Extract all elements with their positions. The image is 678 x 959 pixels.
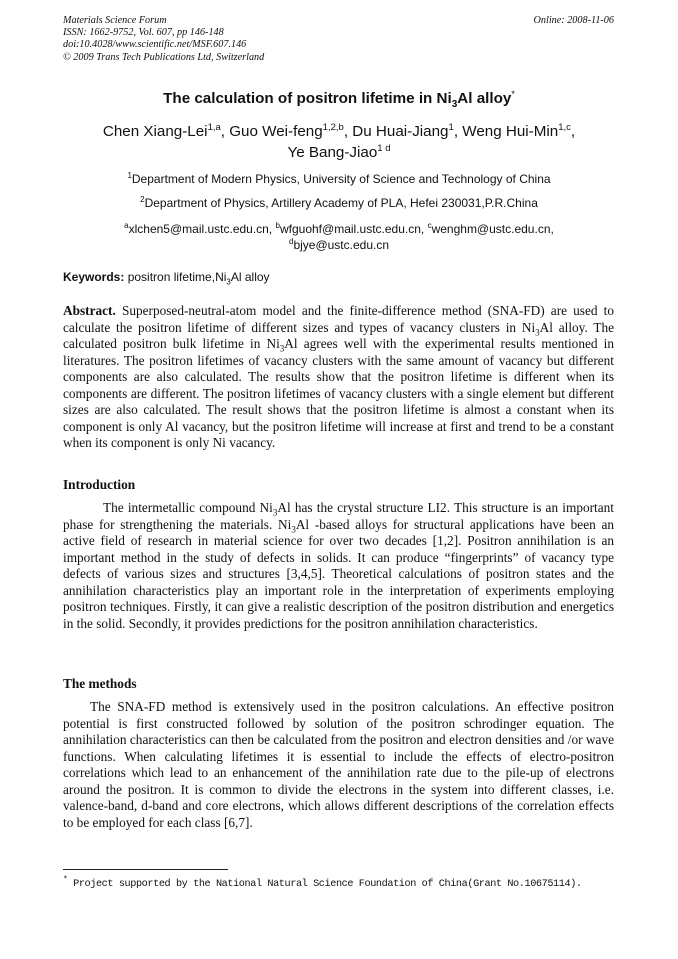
footnote [63, 875, 582, 892]
author [229, 123, 352, 140]
author-affil-mark: 1,2,b [322, 121, 344, 133]
affiliation-mark: 1 [127, 171, 132, 180]
email-mark: d [288, 237, 294, 246]
abstract-text: Al agrees well with the experimental results mentioned in literatures. The positron lifetimes of vacancy clusters with the same amount of vacancy but different components are also calculated. The results show that the positron lifetime is different when its components are different. The positron lifetimes of vacancy clusters with a single element but different sizes are also calculated. The result shows that the positron lifetime is almost a constant when its component is only Al vacancy, but the positron lifetime will increase at first and trend to be a constant when its component is only Ni vacancy. [63, 336, 615, 450]
author-name: Weng Hui-Min [462, 123, 559, 140]
keywords-subscript: 3 [226, 277, 231, 287]
title-text: The calculation of positron lifetime in Ni [163, 90, 452, 107]
abstract [63, 303, 614, 452]
subscript: 3 [279, 343, 285, 354]
email-mark: a [124, 221, 129, 230]
author-list [40, 121, 638, 163]
paper-title [0, 89, 678, 109]
title-subscript: 3 [451, 99, 458, 111]
affiliation [0, 172, 678, 187]
section-heading-methods: The methods [63, 676, 137, 691]
section-heading-introduction: Introduction [63, 477, 136, 492]
title-text-end: Al alloy [457, 90, 512, 107]
keywords-text-end: Al alloy [230, 270, 270, 284]
introduction-paragraph [63, 500, 614, 632]
abstract-label: Abstract. [63, 303, 116, 318]
author-separator: , [220, 123, 230, 140]
keywords-text: positron lifetime,Ni [124, 270, 227, 284]
affiliation-mark: 2 [140, 195, 145, 204]
journal-name: Materials Science Forum [63, 15, 167, 26]
author-affil-mark: 1 d [377, 142, 391, 154]
journal-header [63, 15, 264, 64]
subscript: 3 [291, 524, 296, 535]
affiliation-text: Department of Physics, Artillery Academy of PLA, Hefei 230031,P.R.China [144, 196, 538, 210]
affiliation-text: Department of Modern Physics, University of Science and Technology of China [131, 172, 551, 186]
author-affil-mark: 1,c [558, 121, 571, 133]
footnote-divider [63, 869, 228, 870]
online-date: Online: 2008-11-06 [533, 15, 614, 26]
affiliation [0, 196, 678, 211]
author [462, 123, 575, 140]
methods-paragraph: The SNA-FD method is extensively used in the positron calculations. An effective positron potential is first constructed followed by solution of the positron schrodinger equation. The annihilation characteristics can then be calculated from the positron and electron densities and /or wave functions. When calculating lifetimes it is essential to include the effects of electro-positron correlations which lead to an enhancement of the annihilation rate due to the pile-up of electrons around the positron. It is common to divide the electrons in the system into different classes, i.e. valence-band, d-band and core electrons, which allows different descriptions of the correlation effects to be employed for each class [6,7]. [63, 699, 614, 830]
copyright-line: © 2009 Trans Tech Publications Ltd, Switzerland [63, 51, 265, 63]
abstract-text: Superposed-neutral-atom model and the finite-difference method (SNA-FD) are used to calculate the positron lifetime of different sizes and types of vacancy clusters in Ni [63, 303, 614, 335]
email-line [0, 222, 678, 237]
paragraph-text: The intermetallic compound Ni [103, 500, 273, 515]
keywords [63, 270, 270, 285]
footnote-mark: * [63, 875, 68, 885]
author [352, 123, 462, 140]
email-address[interactable]: xlchen5@mail.ustc.edu.cn, [128, 222, 276, 236]
subscript: 3 [535, 327, 540, 338]
author-name: Du Huai-Jiang [352, 123, 449, 140]
issn-line: ISSN: 1662-9752, Vol. 607, pp 146-148 [63, 27, 224, 39]
author-affil-mark: 1 [448, 121, 454, 133]
author-name: Chen Xiang-Lei [102, 123, 208, 140]
email-address[interactable]: bjye@ustc.edu.cn [293, 238, 390, 252]
paragraph-text: Al has the crystal structure LI2. This structure is an important phase for strengthening the materials. Ni [63, 500, 614, 532]
keywords-label: Keywords: [63, 270, 125, 284]
author-separator: , [570, 123, 576, 140]
author-separator: , [343, 123, 353, 140]
email-address[interactable]: wfguohf@mail.ustc.edu.cn, [279, 222, 428, 236]
email-mark: b [275, 221, 280, 230]
author [287, 144, 390, 161]
email-line [0, 238, 678, 253]
author-name: Guo Wei-feng [229, 123, 323, 140]
paragraph-text: Al -based alloys for structural applications have been an active field of research in material science for over two decades [1,2]. Positron annihilation is an important method in the study of defects in solids. It can produce “fingerprints” of vacancy type defects of various sizes and structures [3,4,5]. Theoretical calculations of positron states and the annihilation characteristics play an important role in the interpretation of experiments employing positron techniques. Firstly, it can give a realistic description of the positron distribution and energetics in the solid. Secondly, it provides predictions for the positron annihilation characteristics. [63, 516, 615, 631]
author-separator: , [453, 123, 463, 140]
author [103, 123, 229, 140]
footnote-text: Project supported by the National Natural Science Foundation of China(Grant No.10675114). [67, 879, 582, 890]
title-footnote-mark: * [511, 88, 515, 99]
author-affil-mark: 1,a [207, 121, 221, 133]
author-name: Ye Bang-Jiao [287, 144, 378, 161]
subscript: 3 [272, 507, 278, 518]
doi-line[interactable]: doi:10.4028/www.scientific.net/MSF.607.146 [63, 39, 247, 51]
abstract-text: Al alloy. The calculated positron bulk lifetime in Ni [63, 319, 614, 351]
email-mark: c [427, 221, 432, 230]
email-address[interactable]: wenghm@ustc.edu.cn, [431, 222, 554, 236]
